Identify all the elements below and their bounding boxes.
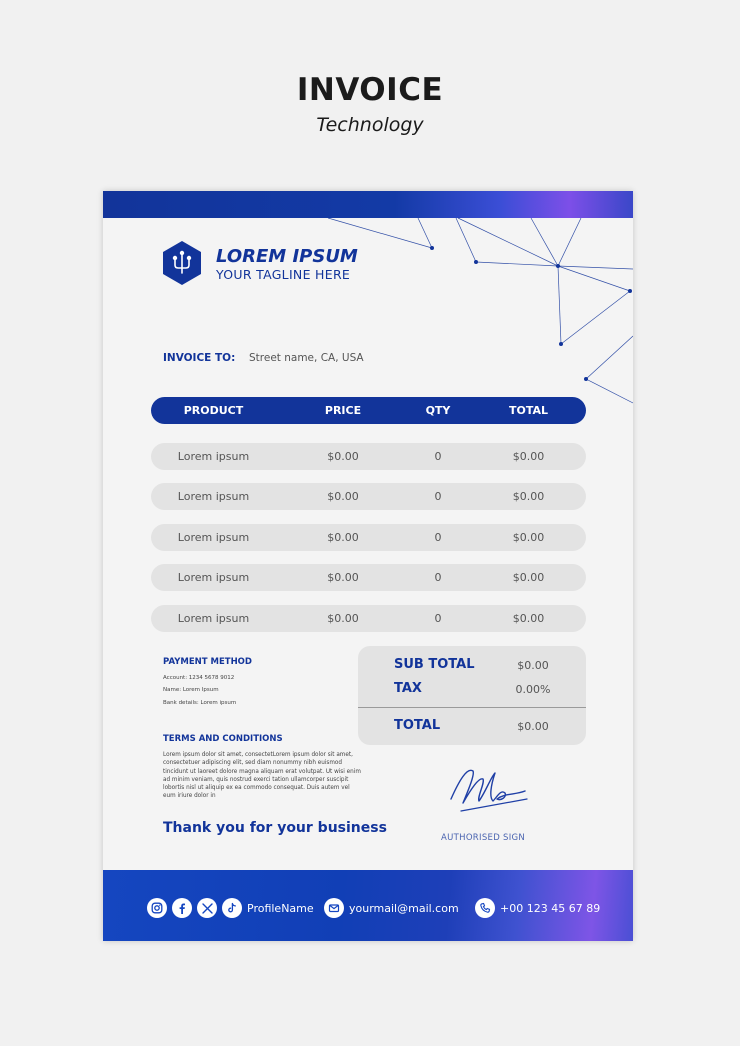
cell-price: $0.00 bbox=[327, 531, 359, 544]
brand-tagline: YOUR TAGLINE HERE bbox=[216, 267, 351, 282]
thank-you-message: Thank you for your business bbox=[163, 820, 387, 836]
cell-product: Lorem ipsum bbox=[177, 450, 250, 463]
cell-product: Lorem ipsum bbox=[177, 571, 250, 584]
email-address[interactable]: yourmail@mail.com bbox=[349, 902, 459, 915]
cell-qty: 0 bbox=[434, 490, 442, 503]
cell-price: $0.00 bbox=[327, 450, 359, 463]
column-header-total: TOTAL bbox=[508, 404, 549, 417]
footer-band bbox=[103, 870, 633, 941]
cell-product: Lorem ipsum bbox=[177, 612, 250, 625]
total-label: TOTAL bbox=[394, 718, 441, 733]
profile-name[interactable]: ProfileName bbox=[247, 902, 314, 915]
cell-qty: 0 bbox=[434, 450, 442, 463]
brand-logo-icon bbox=[161, 240, 203, 286]
subtotal-label: SUB TOTAL bbox=[394, 657, 475, 672]
phone-icon[interactable] bbox=[475, 898, 495, 918]
table-row bbox=[151, 524, 586, 551]
cell-qty: 0 bbox=[434, 612, 442, 625]
x-icon[interactable] bbox=[197, 898, 217, 918]
mail-icon[interactable] bbox=[324, 898, 344, 918]
authorised-sign-label: AUTHORISED SIGN bbox=[441, 833, 526, 843]
cell-product: Lorem ipsum bbox=[177, 490, 250, 503]
summary-box bbox=[358, 646, 586, 745]
cell-total: $0.00 bbox=[512, 490, 545, 503]
cell-product: Lorem ipsum bbox=[177, 531, 250, 544]
signature-image bbox=[445, 759, 535, 819]
total-value: $0.00 bbox=[517, 720, 549, 733]
cell-total: $0.00 bbox=[512, 571, 545, 584]
subtotal-value: $0.00 bbox=[517, 659, 549, 672]
tax-value: 0.00% bbox=[515, 683, 551, 696]
phone-number[interactable]: +00 123 45 67 89 bbox=[500, 902, 601, 915]
cell-total: $0.00 bbox=[512, 612, 545, 625]
column-header-price: PRICE bbox=[324, 404, 362, 417]
terms-title: TERMS AND CONDITIONS bbox=[163, 734, 283, 744]
summary-divider bbox=[358, 707, 586, 708]
cell-price: $0.00 bbox=[327, 490, 359, 503]
column-header-qty: QTY bbox=[425, 404, 451, 417]
cell-qty: 0 bbox=[434, 571, 442, 584]
table-row bbox=[151, 483, 586, 510]
invoice-to-label: INVOICE TO: bbox=[163, 352, 236, 364]
facebook-icon[interactable] bbox=[172, 898, 192, 918]
table-row bbox=[151, 605, 586, 632]
cell-price: $0.00 bbox=[327, 571, 359, 584]
payment-bank-details: Bank details: Lorem ipsum bbox=[163, 700, 237, 706]
brand-name: LOREM IPSUM bbox=[216, 246, 358, 267]
terms-text: Lorem ipsum dolor sit amet, consectetLorem ipsum dolor sit amet, consectetuer adipiscing elit, sed diam nonummy nibh euismod tincidunt ut laoreet dolore magna aliquam erat volutpat. Ut wisi enim ad minim veniam, quis nostrud exerci tation ullamcorper suscipit lobortis nisl ut aliquip ex ea commodo consequat. Duis autem vel eum iriure dolor in bbox=[163, 752, 361, 800]
column-header-product: PRODUCT bbox=[183, 404, 244, 417]
invoice-to-address: Street name, CA, USA bbox=[249, 352, 364, 364]
instagram-icon[interactable] bbox=[147, 898, 167, 918]
page-title: INVOICE bbox=[296, 72, 444, 108]
table-row bbox=[151, 443, 586, 470]
payment-method-title: PAYMENT METHOD bbox=[163, 657, 252, 667]
cell-qty: 0 bbox=[434, 531, 442, 544]
cell-total: $0.00 bbox=[512, 450, 545, 463]
payment-name: Name: Lorem Ipsum bbox=[163, 687, 219, 693]
payment-account: Account: 1234 5678 9012 bbox=[163, 675, 235, 681]
page-header bbox=[0, 72, 740, 136]
table-header bbox=[151, 397, 586, 424]
invoice-sheet bbox=[103, 191, 633, 941]
tax-label: TAX bbox=[394, 681, 422, 696]
cell-total: $0.00 bbox=[512, 531, 545, 544]
page-subtitle: Technology bbox=[316, 114, 424, 136]
table-row bbox=[151, 564, 586, 591]
tiktok-icon[interactable] bbox=[222, 898, 242, 918]
cell-price: $0.00 bbox=[327, 612, 359, 625]
